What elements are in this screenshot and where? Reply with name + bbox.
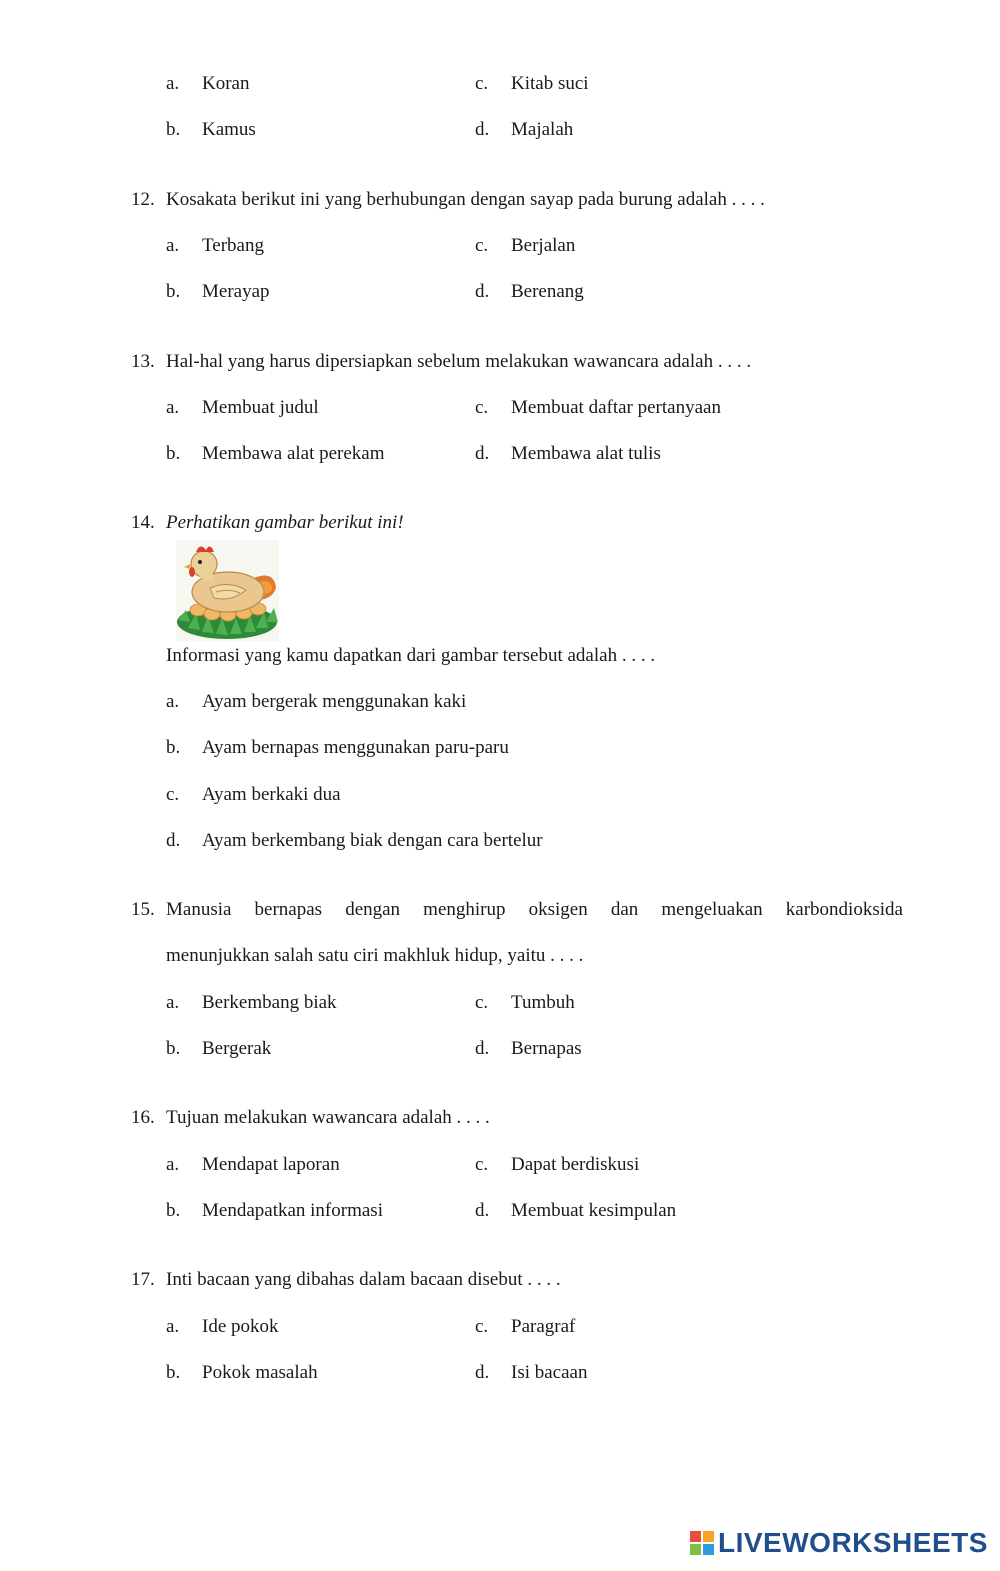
option-letter: c.	[475, 235, 489, 256]
q17-option-b[interactable]: Pokok masalah	[202, 1362, 318, 1383]
question-number: 14.	[131, 512, 155, 533]
word: menghirup	[423, 899, 506, 920]
q15-option-a[interactable]: Berkembang biak	[202, 992, 337, 1013]
option-letter: a.	[166, 397, 180, 418]
question-text-line-2: menunjukkan salah satu ciri makhluk hidup, yaitu . . . .	[166, 945, 584, 966]
question-number: 12.	[131, 189, 155, 210]
q14-option-d[interactable]: Ayam berkembang biak dengan cara bertelur	[202, 830, 543, 851]
q11-option-d[interactable]: Majalah	[511, 119, 574, 140]
option-letter: b.	[166, 1362, 181, 1383]
question-text: Hal-hal yang harus dipersiapkan sebelum melakukan wawancara adalah . . . .	[166, 351, 752, 372]
word: dan	[610, 899, 639, 920]
word: mengeluakan	[661, 899, 763, 920]
question-text: Inti bacaan yang dibahas dalam bacaan disebut . . . .	[166, 1269, 561, 1290]
option-letter: a.	[166, 235, 180, 256]
option-letter: c.	[475, 1316, 489, 1337]
option-letter: c.	[475, 73, 489, 94]
q11-option-a[interactable]: Koran	[202, 73, 250, 94]
q12-option-b[interactable]: Merayap	[202, 281, 270, 302]
q14-option-c[interactable]: Ayam berkaki dua	[202, 784, 341, 805]
q14-option-b[interactable]: Ayam bernapas menggunakan paru-paru	[202, 737, 509, 758]
option-letter: b.	[166, 1200, 181, 1221]
option-letter: d.	[475, 1362, 490, 1383]
q14-option-a[interactable]: Ayam bergerak menggunakan kaki	[202, 691, 467, 712]
q15-option-d[interactable]: Bernapas	[511, 1038, 582, 1059]
option-letter: b.	[166, 737, 181, 758]
question-instruction: Perhatikan gambar berikut ini!	[166, 512, 404, 533]
option-letter: a.	[166, 691, 180, 712]
word: bernapas	[254, 899, 323, 920]
question-text: Tujuan melakukan wawancara adalah . . . .	[166, 1107, 490, 1128]
option-letter: b.	[166, 281, 181, 302]
question-text-line-1	[166, 900, 903, 919]
option-letter: c.	[475, 397, 489, 418]
q16-option-b[interactable]: Mendapatkan informasi	[202, 1200, 383, 1221]
q12-option-c[interactable]: Berjalan	[511, 235, 576, 256]
word: oksigen	[528, 899, 588, 920]
q12-option-a[interactable]: Terbang	[202, 235, 264, 256]
option-letter: c.	[475, 992, 489, 1013]
question-number: 17.	[131, 1269, 155, 1290]
option-letter: b.	[166, 443, 181, 464]
q17-option-c[interactable]: Paragraf	[511, 1316, 576, 1337]
option-letter: a.	[166, 73, 180, 94]
option-letter: d.	[475, 443, 490, 464]
liveworksheets-brand[interactable]	[690, 1528, 988, 1558]
q17-option-d[interactable]: Isi bacaan	[511, 1362, 588, 1383]
q13-option-b[interactable]: Membawa alat perekam	[202, 443, 385, 464]
option-letter: a.	[166, 1154, 180, 1175]
option-letter: d.	[475, 1200, 490, 1221]
option-letter: a.	[166, 1316, 180, 1337]
option-letter: d.	[475, 1038, 490, 1059]
option-letter: b.	[166, 119, 181, 140]
q12-option-d[interactable]: Berenang	[511, 281, 584, 302]
option-letter: b.	[166, 1038, 181, 1059]
q13-option-d[interactable]: Membawa alat tulis	[511, 443, 661, 464]
q16-option-a[interactable]: Mendapat laporan	[202, 1154, 340, 1175]
question-number: 15.	[131, 899, 155, 920]
hen-on-nest-icon	[176, 540, 279, 641]
option-letter: c.	[475, 1154, 489, 1175]
option-letter: d.	[475, 281, 490, 302]
word: karbondioksida	[785, 899, 903, 920]
option-letter: c.	[166, 784, 180, 805]
word: dengan	[345, 899, 401, 920]
question-text: Informasi yang kamu dapatkan dari gambar tersebut adalah . . . .	[166, 645, 656, 666]
question-number: 16.	[131, 1107, 155, 1128]
q15-option-c[interactable]: Tumbuh	[511, 992, 575, 1013]
q16-option-d[interactable]: Membuat kesimpulan	[511, 1200, 677, 1221]
q11-option-b[interactable]: Kamus	[202, 119, 256, 140]
q16-option-c[interactable]: Dapat berdiskusi	[511, 1154, 640, 1175]
option-letter: a.	[166, 992, 180, 1013]
brand-text: LIVEWORKSHEETS	[718, 1527, 988, 1558]
q15-option-b[interactable]: Bergerak	[202, 1038, 272, 1059]
q17-option-a[interactable]: Ide pokok	[202, 1316, 279, 1337]
liveworksheets-logo-icon	[690, 1531, 714, 1555]
question-text: Kosakata berikut ini yang berhubungan dengan sayap pada burung adalah . . . .	[166, 189, 765, 210]
q13-option-c[interactable]: Membuat daftar pertanyaan	[511, 397, 721, 418]
q13-option-a[interactable]: Membuat judul	[202, 397, 319, 418]
q11-option-c[interactable]: Kitab suci	[511, 73, 589, 94]
option-letter: d.	[166, 830, 181, 851]
question-number: 13.	[131, 351, 155, 372]
word: Manusia	[166, 899, 232, 920]
option-letter: d.	[475, 119, 490, 140]
